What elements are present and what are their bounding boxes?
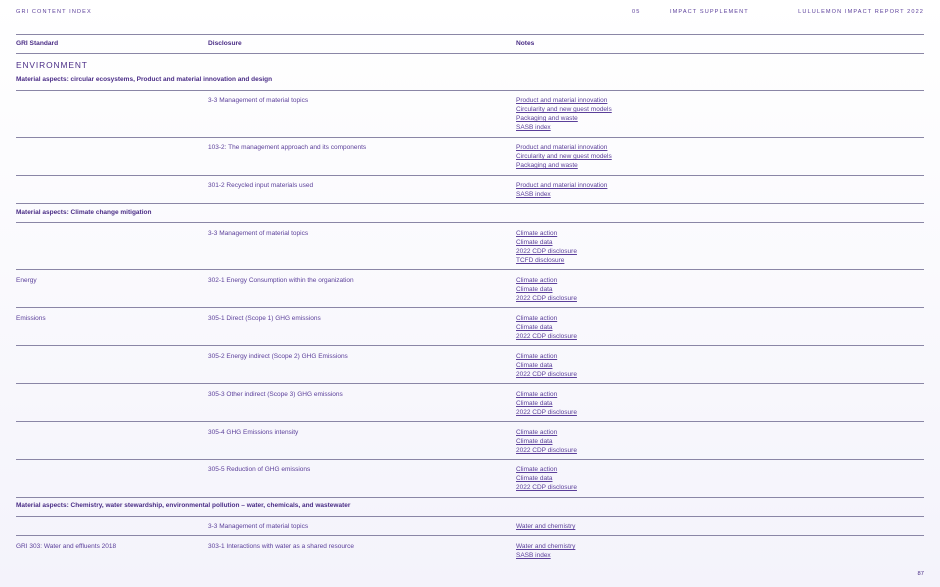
note-link[interactable]: 2022 CDP disclosure: [516, 409, 577, 417]
divider: [16, 53, 924, 54]
index-title: GRI CONTENT INDEX: [16, 9, 92, 15]
note-link[interactable]: Packaging and waste: [516, 115, 578, 123]
aspect-heading: Material aspects: Climate change mitigation: [16, 209, 152, 216]
notes-cell: [516, 390, 577, 417]
note-link[interactable]: Climate action: [516, 277, 558, 284]
divider: [16, 90, 924, 91]
divider: [16, 459, 924, 460]
aspect-heading: Material aspects: Chemistry, water stewardship, environmental pollution – water, chemicals, and wastewater: [16, 502, 351, 509]
notes-cell: [516, 465, 577, 492]
disclosure-cell: 305-1 Direct (Scope 1) GHG emissions: [208, 315, 321, 322]
report-title: LULULEMON IMPACT REPORT 2022: [798, 9, 924, 15]
column-header-notes: Notes: [516, 40, 535, 47]
divider: [16, 345, 924, 346]
divider: [16, 34, 924, 35]
notes-cell: [516, 522, 575, 531]
divider: [16, 203, 924, 204]
note-link[interactable]: Climate data: [516, 286, 553, 294]
note-link[interactable]: Climate action: [516, 391, 558, 398]
note-link[interactable]: Product and material innovation: [516, 182, 608, 189]
note-link[interactable]: Product and material innovation: [516, 144, 608, 151]
section-number: 05: [632, 9, 641, 15]
note-link[interactable]: Climate action: [516, 315, 558, 322]
note-link[interactable]: Climate action: [516, 230, 558, 237]
gri-standard-cell: Emissions: [16, 315, 46, 322]
note-link[interactable]: Climate action: [516, 429, 558, 436]
note-link[interactable]: 2022 CDP disclosure: [516, 447, 577, 455]
note-link[interactable]: Packaging and waste: [516, 162, 578, 170]
note-link[interactable]: SASB index: [516, 552, 551, 560]
note-link[interactable]: 2022 CDP disclosure: [516, 333, 577, 341]
column-header-standard: GRI Standard: [16, 40, 59, 47]
divider: [16, 269, 924, 270]
note-link[interactable]: TCFD disclosure: [516, 257, 565, 265]
divider: [16, 383, 924, 384]
disclosure-cell: 3-3 Management of material topics: [208, 523, 309, 530]
divider: [16, 421, 924, 422]
note-link[interactable]: 2022 CDP disclosure: [516, 248, 577, 256]
page-header: [16, 9, 924, 19]
divider: [16, 137, 924, 138]
note-link[interactable]: Climate data: [516, 362, 553, 370]
notes-cell: [516, 276, 577, 303]
note-link[interactable]: Climate data: [516, 438, 553, 446]
divider: [16, 516, 924, 517]
note-link[interactable]: Climate data: [516, 475, 553, 483]
notes-cell: [516, 314, 577, 341]
note-link[interactable]: 2022 CDP disclosure: [516, 484, 577, 492]
disclosure-cell: 103-2: The management approach and its components: [208, 144, 367, 151]
notes-cell: [516, 352, 577, 379]
divider: [16, 307, 924, 308]
disclosure-cell: 305-5 Reduction of GHG emissions: [208, 466, 311, 473]
divider: [16, 222, 924, 223]
divider: [16, 175, 924, 176]
notes-cell: [516, 143, 612, 170]
gri-standard-cell: GRI 303: Water and effluents 2018: [16, 543, 117, 550]
notes-cell: [516, 96, 612, 132]
section-title: ENVIRONMENT: [16, 60, 88, 70]
note-link[interactable]: Water and chemistry: [516, 543, 576, 550]
note-link[interactable]: Circularity and new guest models: [516, 153, 612, 161]
divider: [16, 535, 924, 536]
note-link[interactable]: 2022 CDP disclosure: [516, 295, 577, 303]
note-link[interactable]: Climate action: [516, 466, 558, 473]
notes-cell: [516, 229, 577, 265]
disclosure-cell: 305-3 Other indirect (Scope 3) GHG emissions: [208, 391, 343, 398]
disclosure-cell: 301-2 Recycled input materials used: [208, 182, 314, 189]
note-link[interactable]: Product and material innovation: [516, 97, 608, 104]
note-link[interactable]: Climate data: [516, 239, 553, 247]
section-name: IMPACT SUPPLEMENT: [670, 9, 749, 15]
disclosure-cell: 302-1 Energy Consumption within the organization: [208, 277, 354, 284]
disclosure-cell: 3-3 Management of material topics: [208, 97, 309, 104]
note-link[interactable]: SASB index: [516, 191, 551, 199]
page-number: 87: [917, 571, 924, 577]
notes-cell: [516, 181, 607, 199]
note-link[interactable]: SASB index: [516, 124, 551, 132]
disclosure-cell: 305-4 GHG Emissions intensity: [208, 429, 299, 436]
column-header-disclosure: Disclosure: [208, 40, 242, 47]
disclosure-cell: 303-1 Interactions with water as a shared resource: [208, 543, 354, 550]
disclosure-cell: 3-3 Management of material topics: [208, 230, 309, 237]
aspect-heading: Material aspects: circular ecosystems, Product and material innovation and design: [16, 76, 273, 83]
note-link[interactable]: Climate action: [516, 353, 558, 360]
note-link[interactable]: Water and chemistry: [516, 523, 576, 530]
gri-standard-cell: Energy: [16, 277, 37, 284]
notes-cell: [516, 428, 577, 455]
note-link[interactable]: Circularity and new guest models: [516, 106, 612, 114]
disclosure-cell: 305-2 Energy indirect (Scope 2) GHG Emissions: [208, 353, 348, 360]
divider: [16, 497, 924, 498]
note-link[interactable]: 2022 CDP disclosure: [516, 371, 577, 379]
notes-cell: [516, 542, 575, 560]
note-link[interactable]: Climate data: [516, 324, 553, 332]
note-link[interactable]: Climate data: [516, 400, 553, 408]
